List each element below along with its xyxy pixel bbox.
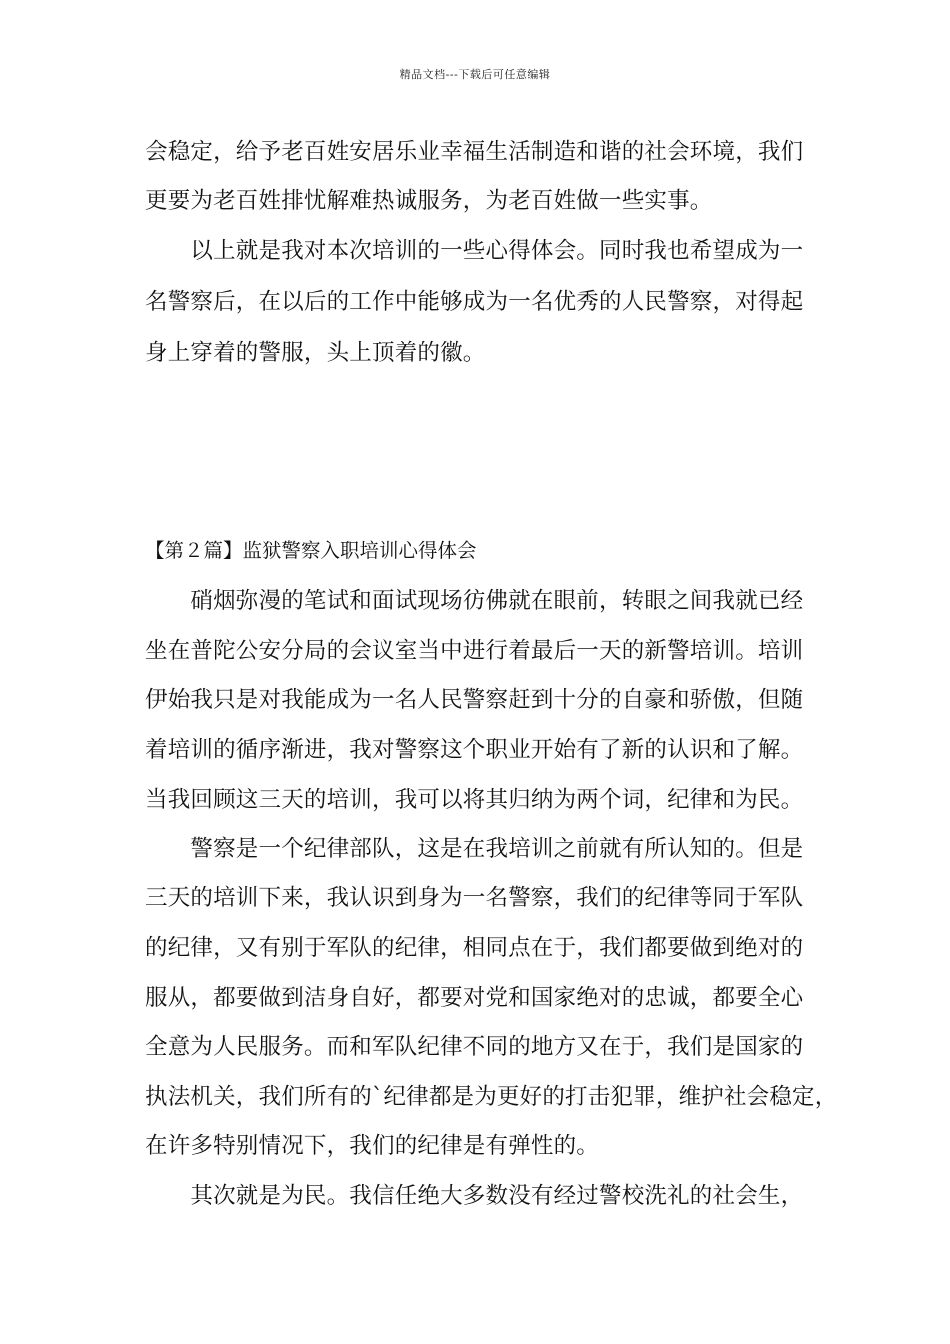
paragraph-line: 坐在普陀公安分局的会议室当中进行着最后一天的新警培训。培训	[145, 638, 804, 664]
paragraph-line: 在许多特别情况下，我们的纪律是有弹性的。	[145, 1133, 600, 1159]
paragraph-line: 着培训的循序渐进，我对警察这个职业开始有了新的认识和了解。	[145, 737, 804, 763]
paragraph-line: 服从，都要做到洁身自好，都要对党和国家绝对的忠诚，都要全心	[145, 985, 804, 1011]
paragraph-line: 其次就是为民。我信任绝大多数没有经过警校洗礼的社会生，	[145, 1183, 804, 1209]
paragraph-line: 硝烟弥漫的笔试和面试现场彷佛就在眼前，转眼之间我就已经	[145, 588, 804, 614]
paragraph-line: 三天的培训下来，我认识到身为一名警察，我们的纪律等同于军队	[145, 885, 804, 911]
paragraph-line: 警察是一个纪律部队，这是在我培训之前就有所认知的。但是	[145, 836, 804, 862]
page-header: 精品文档---下载后可任意编辑	[399, 68, 551, 81]
section-title: 【第２篇】监狱警察入职培训心得体会	[145, 539, 477, 562]
paragraph-line: 名警察后，在以后的工作中能够成为一名优秀的人民警察，对得起	[145, 289, 804, 315]
paragraph-line: 当我回顾这三天的培训，我可以将其归纳为两个词，纪律和为民。	[145, 787, 804, 813]
paragraph-line: 会稳定，给予老百姓安居乐业幸福生活制造和谐的社会环境，我们	[145, 139, 804, 165]
paragraph-line: 的纪律，又有别于军队的纪律，相同点在于，我们都要做到绝对的	[145, 935, 804, 961]
paragraph-line: 全意为人民服务。而和军队纪律不同的地方又在于，我们是国家的	[145, 1034, 804, 1060]
paragraph-line: 以上就是我对本次培训的一些心得体会。同时我也希望成为一	[145, 238, 804, 264]
paragraph-line: 更要为老百姓排忧解难热诚服务，为老百姓做一些实事。	[145, 188, 713, 214]
paragraph-line: 执法机关，我们所有的`纪律都是为更好的打击犯罪，维护社会稳定，	[145, 1084, 838, 1110]
paragraph-line: 身上穿着的警服，头上顶着的徽。	[145, 340, 486, 366]
paragraph-line: 伊始我只是对我能成为一名人民警察赶到十分的自豪和骄傲，但随	[145, 687, 804, 713]
